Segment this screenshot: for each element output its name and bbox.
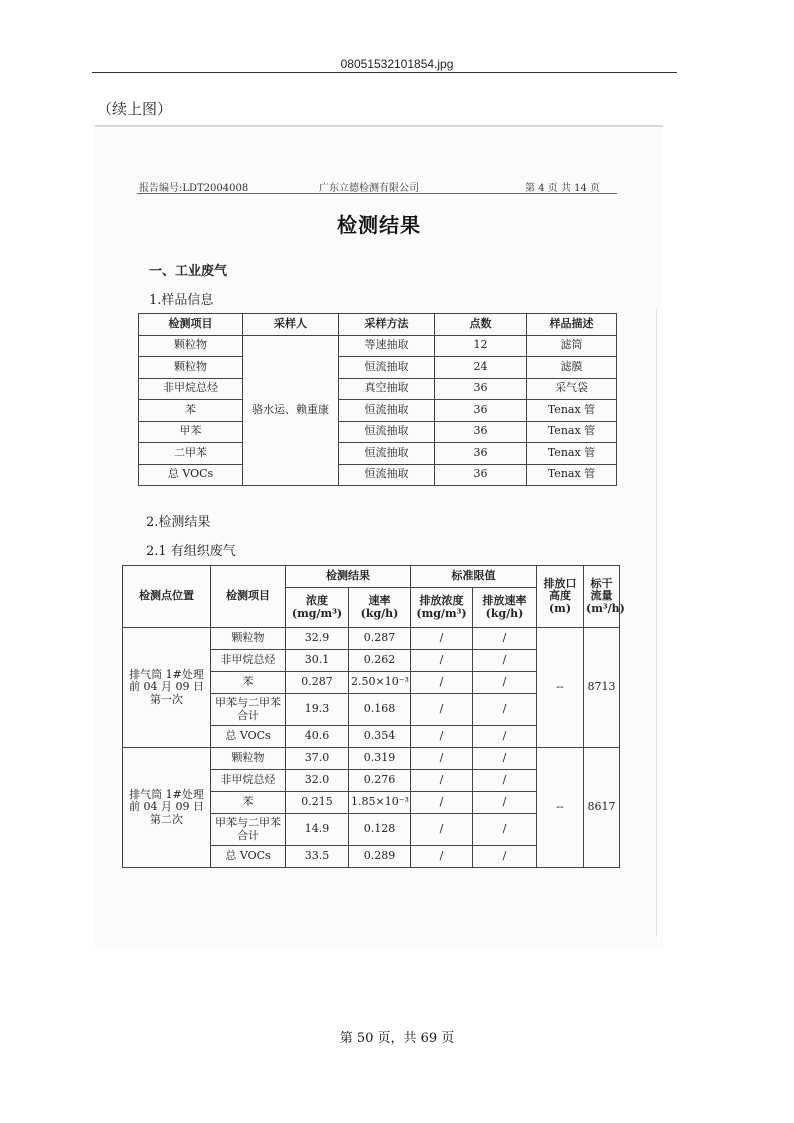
table-row bbox=[139, 464, 617, 486]
item-cell: 总 VOCs bbox=[211, 846, 286, 868]
col-item: 检测项目 bbox=[211, 566, 286, 628]
sampler-cell: 骆水运、赖重康 bbox=[243, 335, 339, 486]
file-name: 08051532101854.jpg bbox=[340, 57, 454, 71]
item-cell: 甲苯与二甲苯合计 bbox=[211, 814, 286, 846]
concentration-cell: 19.3 bbox=[286, 694, 349, 726]
standard-flow-cell: 8617 bbox=[584, 748, 620, 868]
concentration-cell: 33.5 bbox=[286, 846, 349, 868]
limit-rate-cell: / bbox=[473, 846, 537, 868]
limit-rate-cell: / bbox=[473, 628, 537, 650]
header-cell: 检测项目 bbox=[139, 314, 243, 336]
rate-cell: 0.289 bbox=[349, 846, 411, 868]
limit-rate-cell: / bbox=[473, 748, 537, 770]
header-rule bbox=[92, 72, 677, 73]
report-header-rule bbox=[137, 193, 617, 194]
item-cell: 苯 bbox=[211, 672, 286, 694]
description-cell: 滤筒 bbox=[527, 335, 617, 357]
item-cell: 总 VOCs bbox=[211, 726, 286, 748]
limit-rate-cell: / bbox=[473, 770, 537, 792]
report-title: 检测结果 bbox=[337, 213, 421, 237]
points-cell: 24 bbox=[435, 357, 527, 379]
header-cell: 采样方法 bbox=[339, 314, 435, 336]
limit-concentration-cell: / bbox=[411, 694, 473, 726]
col-standard-flow: 标干流量(m³/h) bbox=[584, 566, 620, 628]
method-cell: 恒流抽取 bbox=[339, 443, 435, 465]
standard-flow-cell: 8713 bbox=[584, 628, 620, 748]
limit-concentration-cell: / bbox=[411, 792, 473, 814]
method-cell: 恒流抽取 bbox=[339, 421, 435, 443]
scanned-report-page bbox=[95, 125, 663, 949]
limit-concentration-cell: / bbox=[411, 846, 473, 868]
location-cell: 排气筒 1#处理前 04 月 09 日第二次 bbox=[123, 748, 211, 868]
col-limit-concentration: 排放浓度(mg/m³) bbox=[411, 588, 473, 628]
section-heading: 一、工业废气 bbox=[149, 264, 228, 279]
subsection-organized-gas: 2.1 有组织废气 bbox=[146, 544, 236, 559]
report-page-info: 第 4 页 共 14 页 bbox=[525, 183, 600, 194]
concentration-cell: 30.1 bbox=[286, 650, 349, 672]
limit-rate-cell: / bbox=[473, 792, 537, 814]
limit-rate-cell: / bbox=[473, 726, 537, 748]
description-cell: 滤膜 bbox=[527, 357, 617, 379]
outlet-height-cell: -- bbox=[537, 628, 584, 748]
header-cell: 样品描述 bbox=[527, 314, 617, 336]
item-cell: 非甲烷总烃 bbox=[211, 770, 286, 792]
limit-concentration-cell: / bbox=[411, 650, 473, 672]
limit-concentration-cell: / bbox=[411, 672, 473, 694]
description-cell: Tenax 管 bbox=[527, 400, 617, 422]
item-cell: 颗粒物 bbox=[139, 335, 243, 357]
rate-cell: 0.168 bbox=[349, 694, 411, 726]
item-cell: 总 VOCs bbox=[139, 464, 243, 486]
description-cell: Tenax 管 bbox=[527, 443, 617, 465]
method-cell: 恒流抽取 bbox=[339, 400, 435, 422]
subsection-sample-info: 1.样品信息 bbox=[149, 293, 214, 308]
limit-rate-cell: / bbox=[473, 694, 537, 726]
description-cell: Tenax 管 bbox=[527, 421, 617, 443]
points-cell: 36 bbox=[435, 443, 527, 465]
sample-info-table bbox=[138, 313, 617, 486]
limit-rate-cell: / bbox=[473, 672, 537, 694]
item-cell: 甲苯 bbox=[139, 421, 243, 443]
concentration-cell: 37.0 bbox=[286, 748, 349, 770]
description-cell: Tenax 管 bbox=[527, 464, 617, 486]
limit-concentration-cell: / bbox=[411, 748, 473, 770]
rate-cell: 0.319 bbox=[349, 748, 411, 770]
points-cell: 36 bbox=[435, 421, 527, 443]
item-cell: 非甲烷总烃 bbox=[139, 378, 243, 400]
method-cell: 恒流抽取 bbox=[339, 464, 435, 486]
subsection-results: 2.检测结果 bbox=[146, 515, 211, 530]
table-header-row bbox=[139, 314, 617, 336]
rate-cell: 0.262 bbox=[349, 650, 411, 672]
limit-concentration-cell: / bbox=[411, 770, 473, 792]
table-row bbox=[139, 443, 617, 465]
concentration-cell: 0.287 bbox=[286, 672, 349, 694]
rate-cell: 1.85×10⁻³ bbox=[349, 792, 411, 814]
header-cell: 点数 bbox=[435, 314, 527, 336]
col-outlet-height: 排放口高度(m) bbox=[537, 566, 584, 628]
item-cell: 苯 bbox=[211, 792, 286, 814]
emission-results-table bbox=[122, 565, 625, 868]
report-number: 报告编号:LDT2004008 bbox=[139, 183, 249, 194]
limit-concentration-cell: / bbox=[411, 726, 473, 748]
method-cell: 等速抽取 bbox=[339, 335, 435, 357]
table-row bbox=[139, 378, 617, 400]
points-cell: 12 bbox=[435, 335, 527, 357]
description-cell: 采气袋 bbox=[527, 378, 617, 400]
rate-cell: 2.50×10⁻³ bbox=[349, 672, 411, 694]
scan-edge bbox=[656, 307, 657, 937]
item-cell: 二甲苯 bbox=[139, 443, 243, 465]
rate-cell: 0.287 bbox=[349, 628, 411, 650]
page-footer: 第 50 页，共 69 页 bbox=[339, 1031, 455, 1046]
item-cell: 颗粒物 bbox=[211, 748, 286, 770]
points-cell: 36 bbox=[435, 400, 527, 422]
company-name: 广东立德检测有限公司 bbox=[319, 183, 419, 194]
item-cell: 苯 bbox=[139, 400, 243, 422]
table-row bbox=[123, 628, 620, 650]
limit-concentration-cell: / bbox=[411, 814, 473, 846]
outlet-height-cell: -- bbox=[537, 748, 584, 868]
location-cell: 排气筒 1#处理前 04 月 09 日第一次 bbox=[123, 628, 211, 748]
table-row bbox=[123, 748, 620, 770]
limit-concentration-cell: / bbox=[411, 628, 473, 650]
col-rate: 速率(kg/h) bbox=[349, 588, 411, 628]
col-limit: 标准限值 bbox=[411, 566, 537, 588]
limit-rate-cell: / bbox=[473, 814, 537, 846]
limit-rate-cell: / bbox=[473, 650, 537, 672]
table-row bbox=[139, 421, 617, 443]
concentration-cell: 32.9 bbox=[286, 628, 349, 650]
continuation-note: （续上图） bbox=[97, 100, 173, 118]
method-cell: 恒流抽取 bbox=[339, 357, 435, 379]
rate-cell: 0.128 bbox=[349, 814, 411, 846]
item-cell: 非甲烷总烃 bbox=[211, 650, 286, 672]
method-cell: 真空抽取 bbox=[339, 378, 435, 400]
concentration-cell: 0.215 bbox=[286, 792, 349, 814]
header-cell: 采样人 bbox=[243, 314, 339, 336]
concentration-cell: 14.9 bbox=[286, 814, 349, 846]
item-cell: 颗粒物 bbox=[211, 628, 286, 650]
item-cell: 甲苯与二甲苯合计 bbox=[211, 694, 286, 726]
item-cell: 颗粒物 bbox=[139, 357, 243, 379]
rate-cell: 0.276 bbox=[349, 770, 411, 792]
table-row bbox=[139, 335, 617, 357]
table-row bbox=[139, 357, 617, 379]
col-limit-rate: 排放速率(kg/h) bbox=[473, 588, 537, 628]
concentration-cell: 40.6 bbox=[286, 726, 349, 748]
col-concentration: 浓度(mg/m³) bbox=[286, 588, 349, 628]
points-cell: 36 bbox=[435, 464, 527, 486]
points-cell: 36 bbox=[435, 378, 527, 400]
col-result: 检测结果 bbox=[286, 566, 411, 588]
concentration-cell: 32.0 bbox=[286, 770, 349, 792]
col-location: 检测点位置 bbox=[123, 566, 211, 628]
table-row bbox=[139, 400, 617, 422]
rate-cell: 0.354 bbox=[349, 726, 411, 748]
